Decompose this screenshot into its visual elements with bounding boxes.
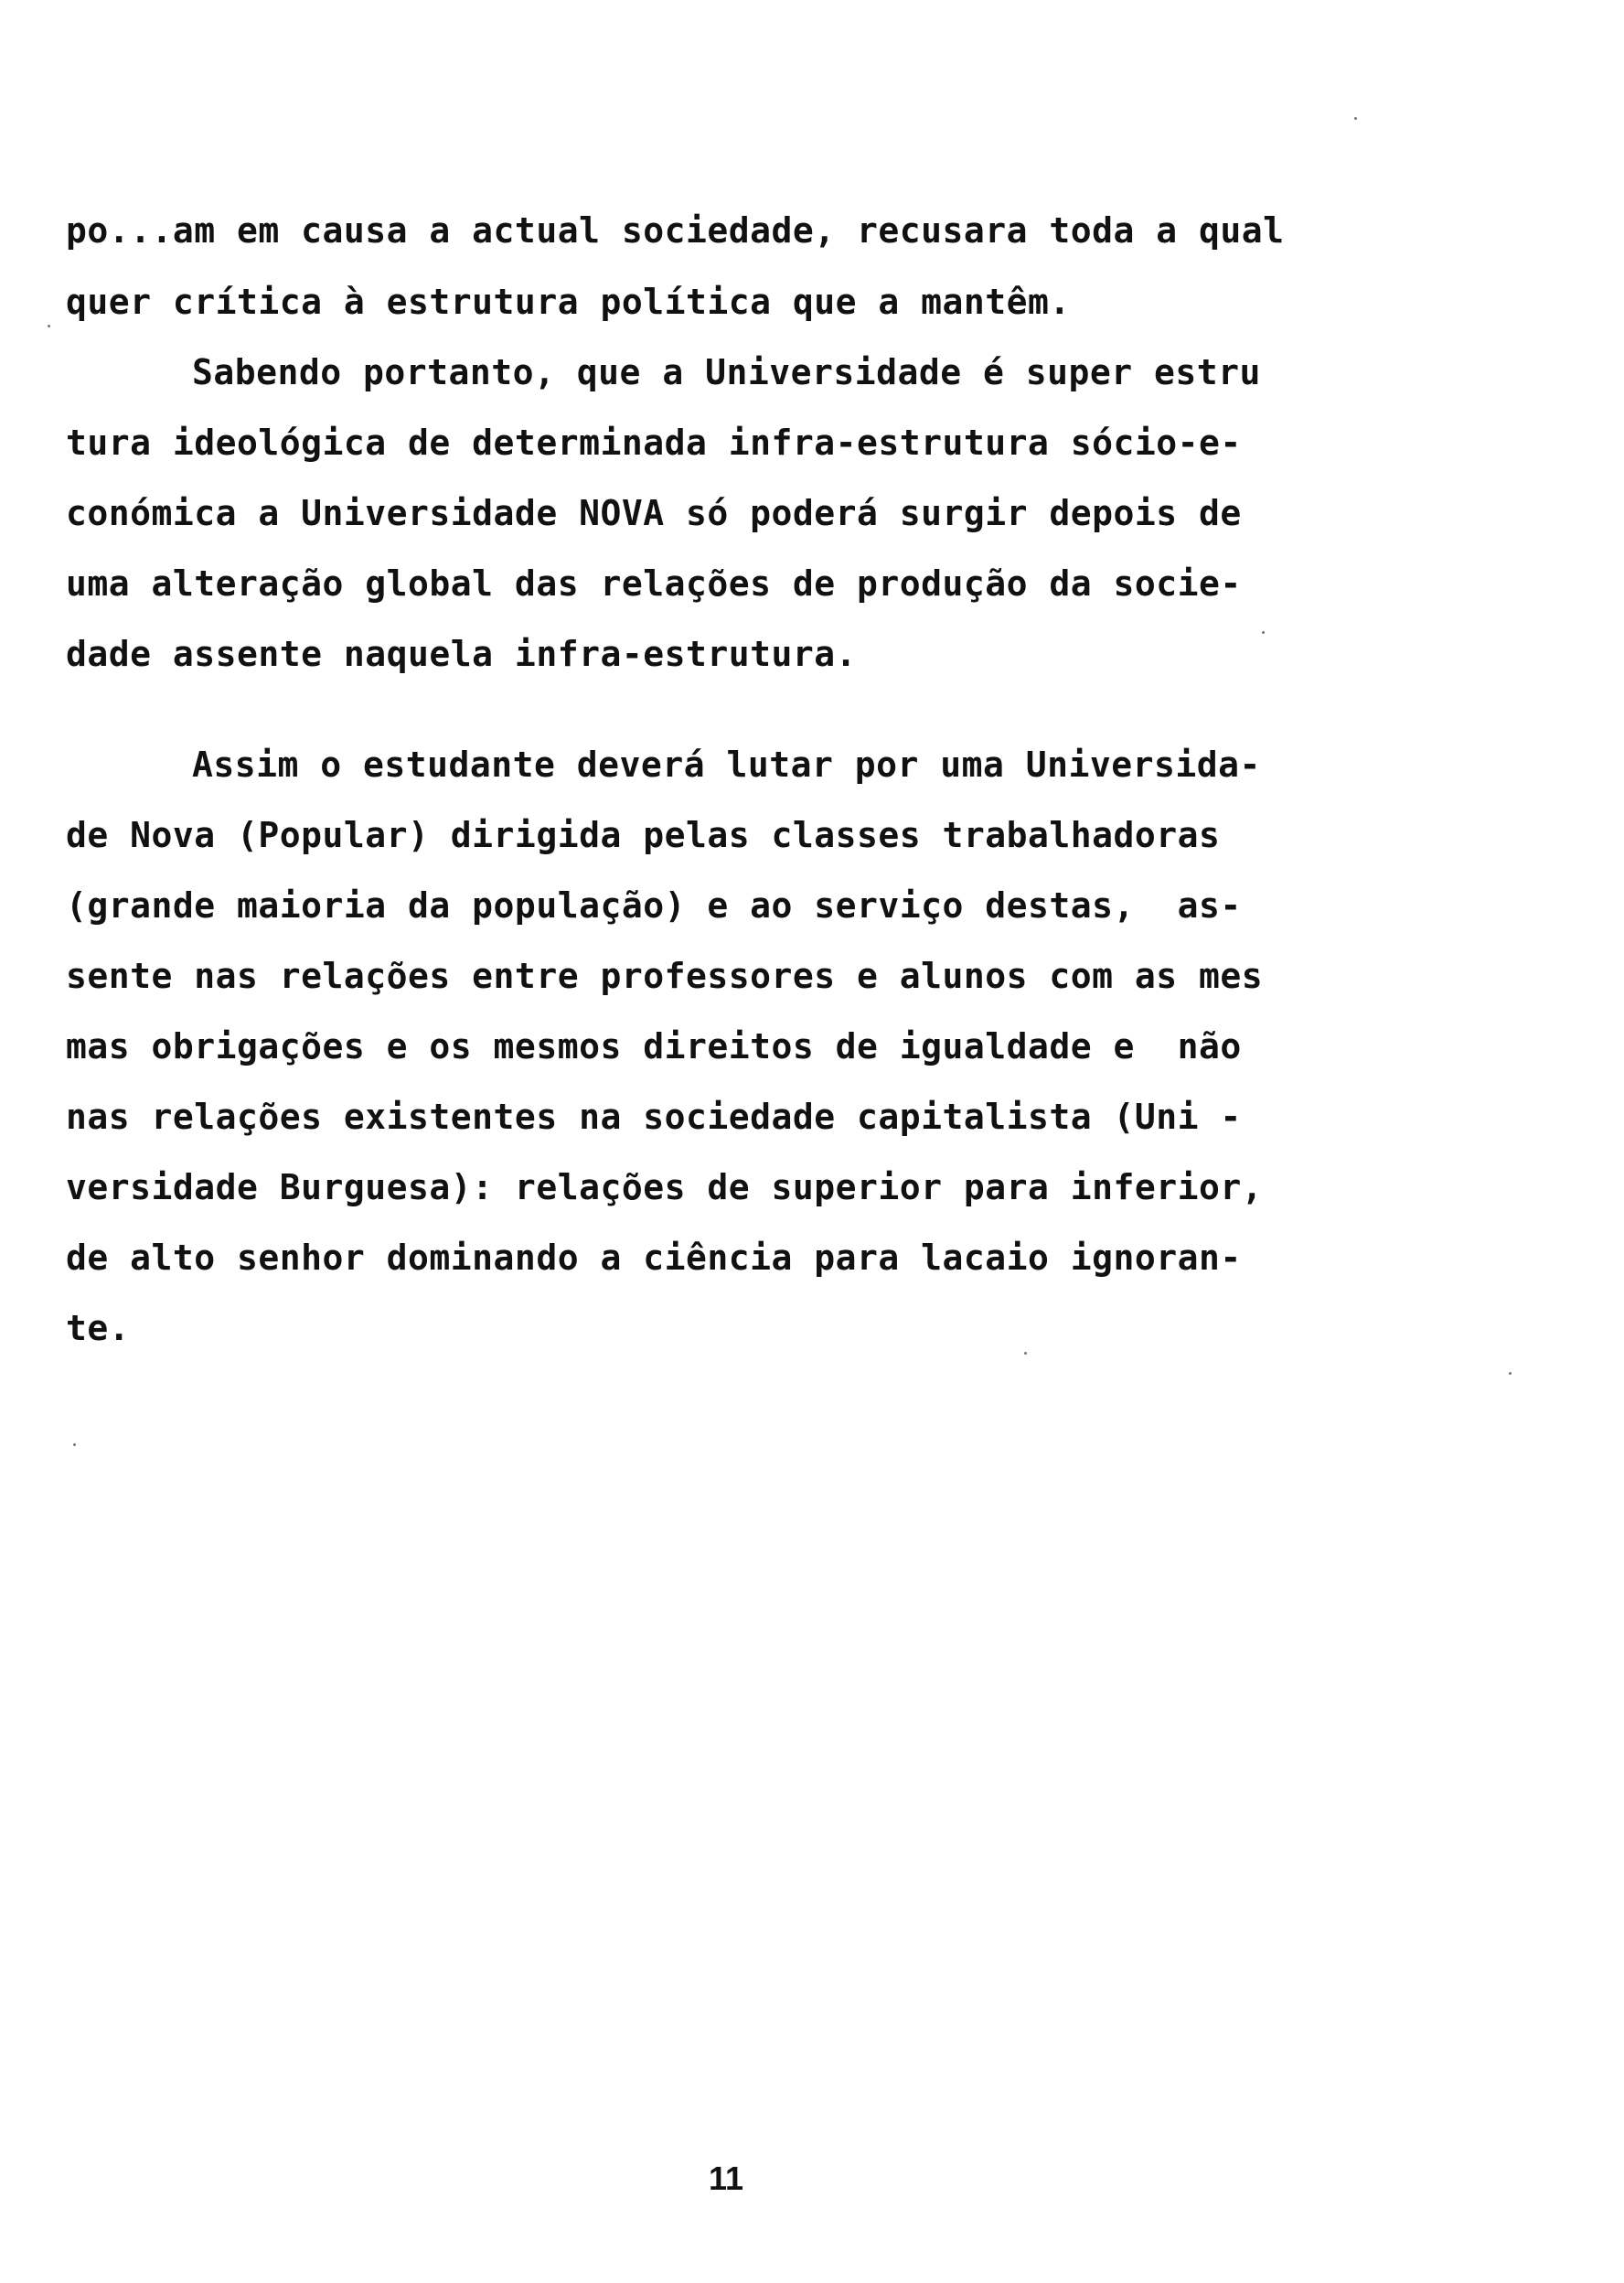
text-line: (grande maioria da população) e ao serviço destas, as- [66,885,1242,926]
text-line: nas relações existentes na sociedade capitalista (Uni - [66,1097,1242,1137]
scan-speck [1262,631,1265,634]
text-line: po...am em causa a actual sociedade, recusara toda a qual [66,210,1285,251]
text-line: dade assente naquela infra-estrutura. [66,634,857,674]
text-line: conómica a Universidade NOVA só poderá surgir depois de [66,493,1242,533]
text-line: quer crítica à estrutura política que a mantêm. [66,282,1071,322]
text-line: versidade Burguesa): relações de superior para inferior, [66,1167,1264,1207]
text-line: de alto senhor dominando a ciência para lacaio ignoran- [66,1238,1242,1278]
text-line: uma alteração global das relações de produção da socie- [66,563,1242,604]
scan-speck [48,325,50,327]
text-line: te. [66,1308,131,1348]
text-line: Sabendo portanto, que a Universidade é super estru [192,352,1261,392]
text-line: tura ideológica de determinada infra-estrutura sócio-e- [66,423,1242,463]
scan-speck [1024,1352,1027,1355]
scan-speck [1509,1372,1512,1375]
scan-speck [73,1443,76,1446]
text-line: mas obrigações e os mesmos direitos de igualdade e não [66,1026,1242,1066]
text-line: de Nova (Popular) dirigida pelas classes trabalhadoras [66,815,1221,855]
text-line: sente nas relações entre professores e alunos com as mes [66,956,1264,996]
page-number: 11 [709,2160,744,2197]
text-line: Assim o estudante deverá lutar por uma Universida- [192,745,1261,785]
scan-speck [1354,117,1357,120]
